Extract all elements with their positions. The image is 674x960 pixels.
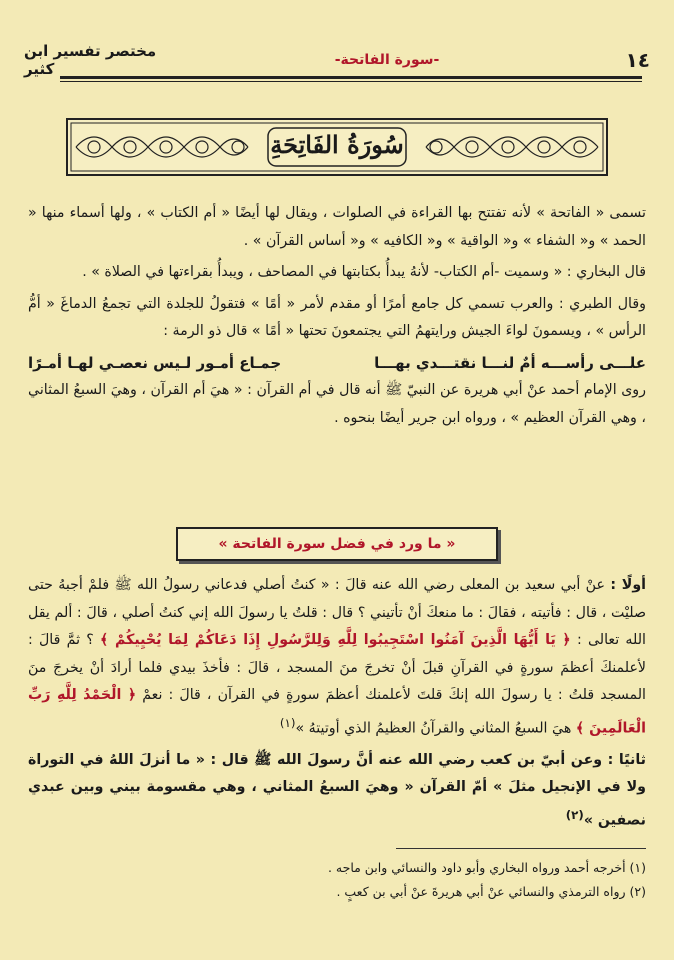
- verse-first-hemistich: علـــى رأســـه أمٌ لنـــا نقتـــدي بهـــا: [374, 353, 646, 372]
- hadith-text: [28, 572, 646, 839]
- paragraph: وقال الطبري : والعرب تسمي كل جامع أمرًا أو مقدم لأمر « أمًا » فتقولُ للجلدة التي تجمعُ الدماغَ « أمُّ الرأس » ، ويسمونَ لواءَ الجيش ورايتهمُ التي يجتمعونَ تحتها « أمًا » قال ذو الرمة :: [28, 295, 646, 339]
- paragraph: تسمى « الفاتحة » لأنه تفتتح بها القراءة في الصلوات ، ويقال لها أيضًا « أم الكتاب » ، ولها أسماء منها « الحمد » و« الشفاء » و« الواقية » و« الكافيه » و« أساس القرآن » .: [28, 205, 646, 249]
- hadith-text-part: عنْ أبي سعيد بن المعلى رضي الله عنه قالَ : « كنتُ أصلي فدعاني رسولُ الله ﷺ فلمْ أجبهُ حتى صليْت ، قال : فأتيته ، فقالَ : ما منعكَ أنْ تأتيني ؟ قال : قلتُ يا رسولَ الله إني كنتُ أصلي ، قالَ : ألم يقل الله تعالى :: [28, 577, 646, 648]
- hadith-lead: أولًا :: [610, 577, 647, 593]
- book-title: مختصر تفسير ابن كثير: [24, 42, 157, 78]
- hadith-text-part: ؟ ثمَّ قالَ : لأعلمنكَ أعظمَ سورةٍ في القرآنِ قبلَ أنْ تخرجَ منَ المسجد ، قالَ : فأخذَ بيدي فلما أرادَ أنْ يخرجَ منَ المسجد قلتُ : يا رسولَ الله إنكَ قلتَ لأعلمنك أعظمَ سورةٍ في القرآن ، قالَ : نعمْ: [28, 632, 646, 703]
- footnote-rule: [396, 848, 646, 849]
- surah-title: سُورَةُ الفَاتِحَةِ: [270, 130, 404, 159]
- quran-verse: ﴿ يَا أَيُّهَا الَّذِينَ آمَنُوا اسْتَجِيبُوا لِلَّهِ وَلِلرَّسُولِ إِذَا دَعَاكُمْ لِمَا يُحْيِيكُمْ ﴾: [99, 632, 571, 648]
- hadith-text-part: وعن أبيّ بن كعب رضي الله عنه أنَّ رسولَ الله ﷺ قال : « ما أنزلَ اللهُ في التوراة ولا في الإنجيل مثلَ » أمّ القرآن « وهيَ السبعُ المثاني ، وهي مقسومة بيني وبين عبدي نصفين »: [28, 751, 646, 829]
- surah-title-banner: [66, 118, 608, 176]
- poetry-verse: [28, 350, 646, 378]
- footnote-ref: (١): [279, 715, 296, 730]
- header-rule: [60, 76, 642, 79]
- footnotes: [28, 856, 646, 904]
- quran-verse: ﴿ الْحَمْدُ لِلَّهِ رَبِّ الْعَالَمِينَ ﴾: [28, 687, 646, 737]
- footnote: (١) أخرجه أحمد ورواه البخاري وأبو داود والنسائي وابن ماجه .: [327, 860, 646, 875]
- page-header: [24, 40, 650, 80]
- hadith-text-part: هيَ السبعُ المثاني والقرآنُ العظيمُ الذي أوتيتهُ »: [295, 720, 576, 737]
- footnote: (٢) رواه الترمذي والنسائي عنْ أبي هريرةَ عنْ أبي بن كعبٍ .: [336, 884, 646, 899]
- hadith-first: [28, 572, 646, 743]
- intro-text: [28, 200, 646, 436]
- page-number: ١٤: [625, 48, 650, 72]
- hadith-second: [28, 747, 646, 835]
- hadith-lead: ثانيًا :: [607, 751, 646, 768]
- section-heading: « ما ورد في فضل سورة الفاتحة »: [176, 527, 498, 561]
- footnote-ref: (٢): [565, 807, 584, 822]
- paragraph: روى الإمام أحمد عنْ أبي هريرة عن النبيّ ﷺ أنه قال في أم القرآن : « هيَ أم القرآن ، وهيَ السبعُ المثاني ، وهي القرآن العظيم » ، ورواه ابن جرير أيضًا بنحوه .: [28, 382, 646, 426]
- paragraph: قال البخاري : « وسميت -أم الكتاب- لأنهُ يبدأُ بكتابتها في المصاحف ، ويبدأُ بقراءتها في الصلاة » .: [82, 264, 646, 280]
- header-rule-thin: [60, 81, 642, 82]
- verse-second-hemistich: جمـاع أمـور لـيس نعصـي لهـا أمـرًا: [28, 353, 282, 372]
- section-title: -سورة الفاتحة-: [334, 52, 440, 68]
